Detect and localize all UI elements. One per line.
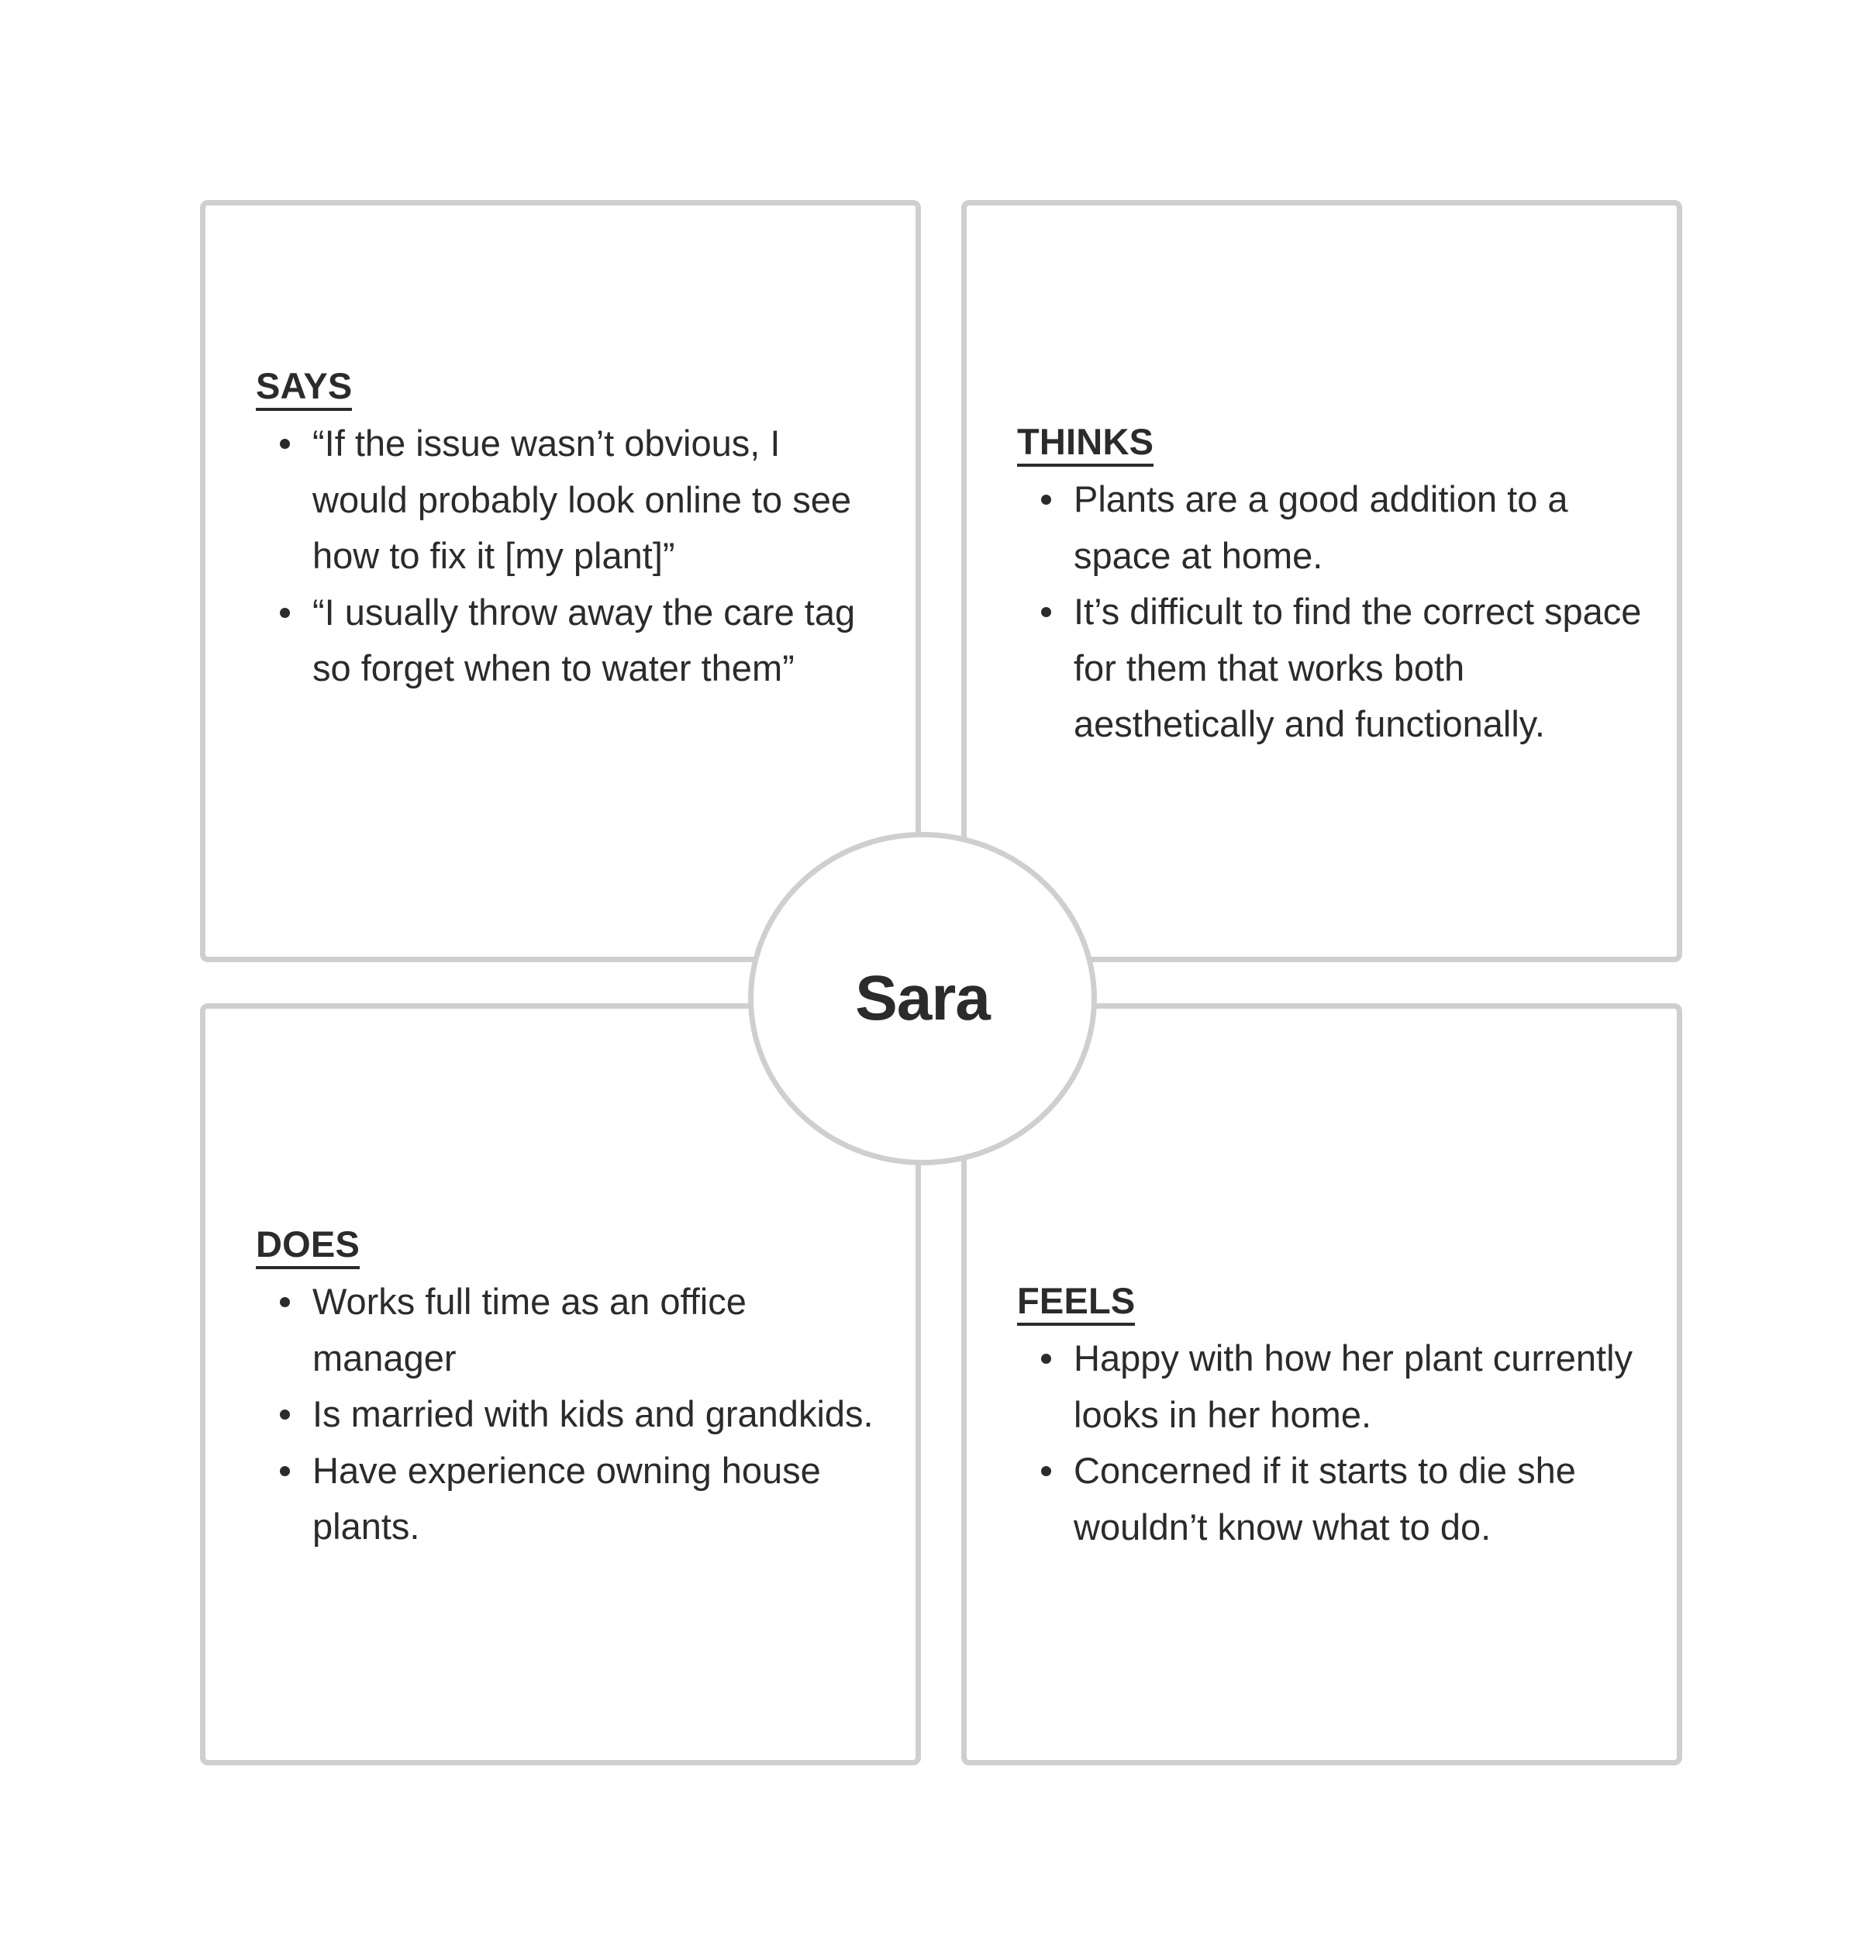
- does-content: [256, 1223, 885, 1555]
- thinks-item: Plants are a good addition to a space at home.: [1017, 471, 1646, 584]
- says-quadrant: [200, 200, 921, 962]
- feels-list: [1017, 1330, 1646, 1555]
- feels-heading: FEELS: [1017, 1279, 1135, 1326]
- feels-item: Happy with how her plant currently looks in her home.: [1017, 1330, 1646, 1443]
- thinks-list: [1017, 471, 1646, 753]
- thinks-heading: THINKS: [1017, 420, 1154, 467]
- does-item: Works full time as an office manager: [256, 1274, 885, 1386]
- says-item: “If the issue wasn’t obvious, I would probably look online to see how to fix it [my plant]”: [256, 416, 885, 585]
- feels-quadrant: [961, 1003, 1682, 1765]
- feels-content: [1017, 1279, 1646, 1555]
- does-heading: DOES: [256, 1223, 360, 1269]
- does-list: [256, 1274, 885, 1555]
- feels-item: Concerned if it starts to die she wouldn’t know what to do.: [1017, 1443, 1646, 1555]
- persona-name: Sara: [855, 963, 990, 1033]
- says-list: [256, 416, 885, 697]
- does-item: Is married with kids and grandkids.: [256, 1386, 885, 1443]
- thinks-item: It’s difficult to find the correct space for them that works both aesthetically and functionally.: [1017, 584, 1646, 753]
- persona-circle: [748, 832, 1097, 1165]
- says-content: [256, 364, 885, 697]
- does-item: Have experience owning house plants.: [256, 1443, 885, 1555]
- thinks-quadrant: [961, 200, 1682, 962]
- says-item: “I usually throw away the care tag so forget when to water them”: [256, 585, 885, 697]
- thinks-content: [1017, 420, 1646, 753]
- says-heading: SAYS: [256, 364, 352, 411]
